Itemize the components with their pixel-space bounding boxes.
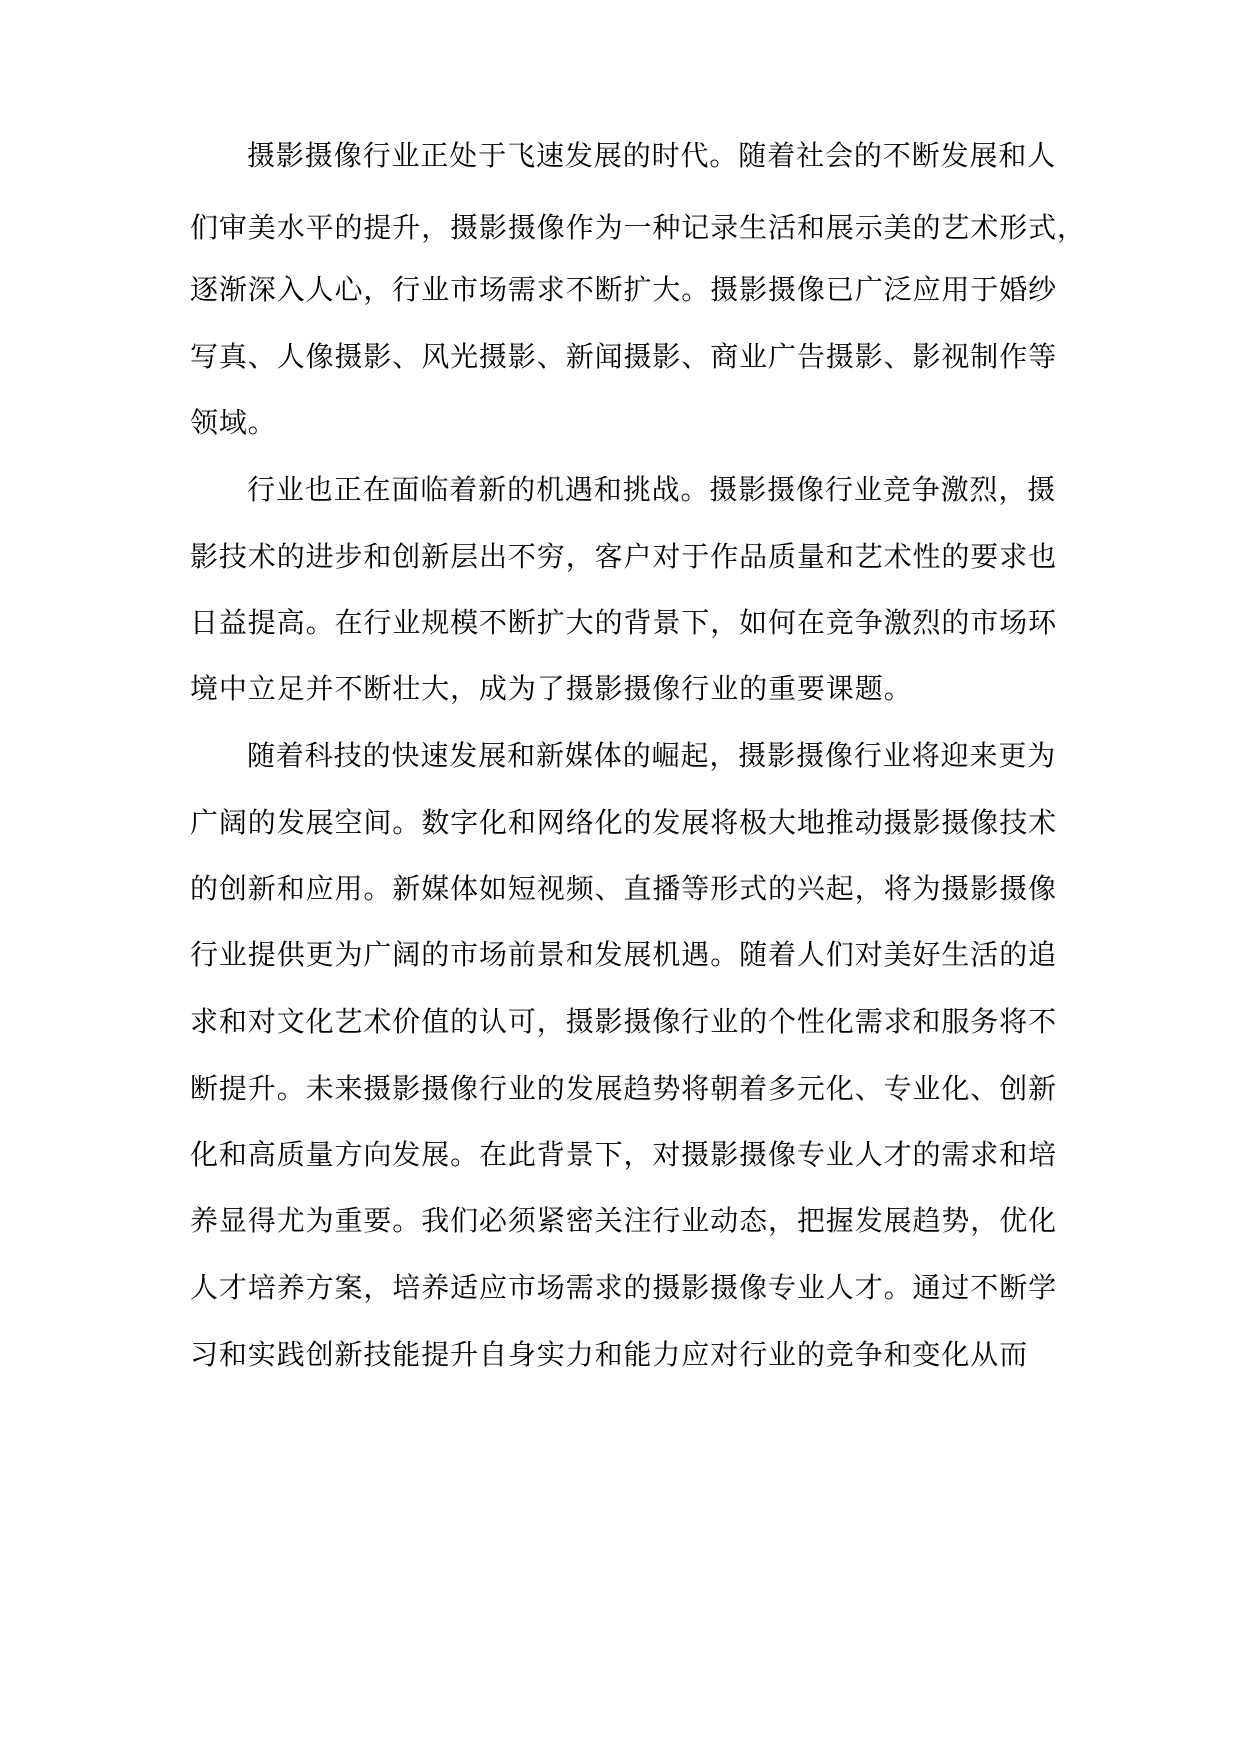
paragraph-3-line-10: 习和实践创新技能提升自身实力和能力应对行业的竞争和变化从而 [190, 1338, 1029, 1371]
paragraph-3-line-7: 化和高质量方向发展。在此背景下，对摄影摄像专业人才的需求和培 [190, 1138, 1058, 1171]
paragraph-1-line-2: 们审美水平的提升，摄影摄像作为一种记录生活和展示美的艺术形式， [190, 211, 1086, 244]
paragraph-2-line-1: 行业也正在面临着新的机遇和挑战。摄影摄像行业竞争激烈，摄 [247, 473, 1057, 506]
paragraph-2-line-4: 境中立足并不断壮大，成为了摄影摄像行业的重要课题。 [190, 672, 913, 705]
paragraph-1-line-4: 写真、人像摄影、风光摄影、新闻摄影、商业广告摄影、影视制作等 [190, 340, 1058, 373]
paragraph-3-line-4: 行业提供更为广阔的市场前景和发展机遇。随着人们对美好生活的追 [190, 938, 1058, 971]
paragraph-2-line-3: 日益提高。在行业规模不断扩大的背景下，如何在竞争激烈的市场环 [190, 606, 1058, 639]
paragraph-3-line-5: 求和对文化艺术价值的认可，摄影摄像行业的个性化需求和服务将不 [190, 1005, 1058, 1038]
paragraph-3-line-1: 随着科技的快速发展和新媒体的崛起，摄影摄像行业将迎来更为 [247, 739, 1057, 772]
paragraph-1-line-1: 摄影摄像行业正处于飞速发展的时代。随着社会的不断发展和人 [247, 139, 1057, 172]
paragraph-3-line-9: 人才培养方案，培养适应市场需求的摄影摄像专业人才。通过不断学 [190, 1271, 1058, 1304]
paragraph-2-line-2: 影技术的进步和创新层出不穷，客户对于作品质量和艺术性的要求也 [190, 540, 1058, 573]
paragraph-3-line-6: 断提升。未来摄影摄像行业的发展趋势将朝着多元化、专业化、创新 [190, 1072, 1058, 1105]
paragraph-1-line-5: 领域。 [190, 406, 277, 439]
paragraph-3-line-8: 养显得尤为重要。我们必须紧密关注行业动态，把握发展趋势，优化 [190, 1204, 1058, 1237]
paragraph-1-line-3: 逐渐深入人心，行业市场需求不断扩大。摄影摄像已广泛应用于婚纱 [190, 273, 1058, 306]
paragraph-3-line-3: 的创新和应用。新媒体如短视频、直播等形式的兴起，将为摄影摄像 [190, 872, 1058, 905]
paragraph-3-line-2: 广阔的发展空间。数字化和网络化的发展将极大地推动摄影摄像技术 [190, 806, 1058, 839]
